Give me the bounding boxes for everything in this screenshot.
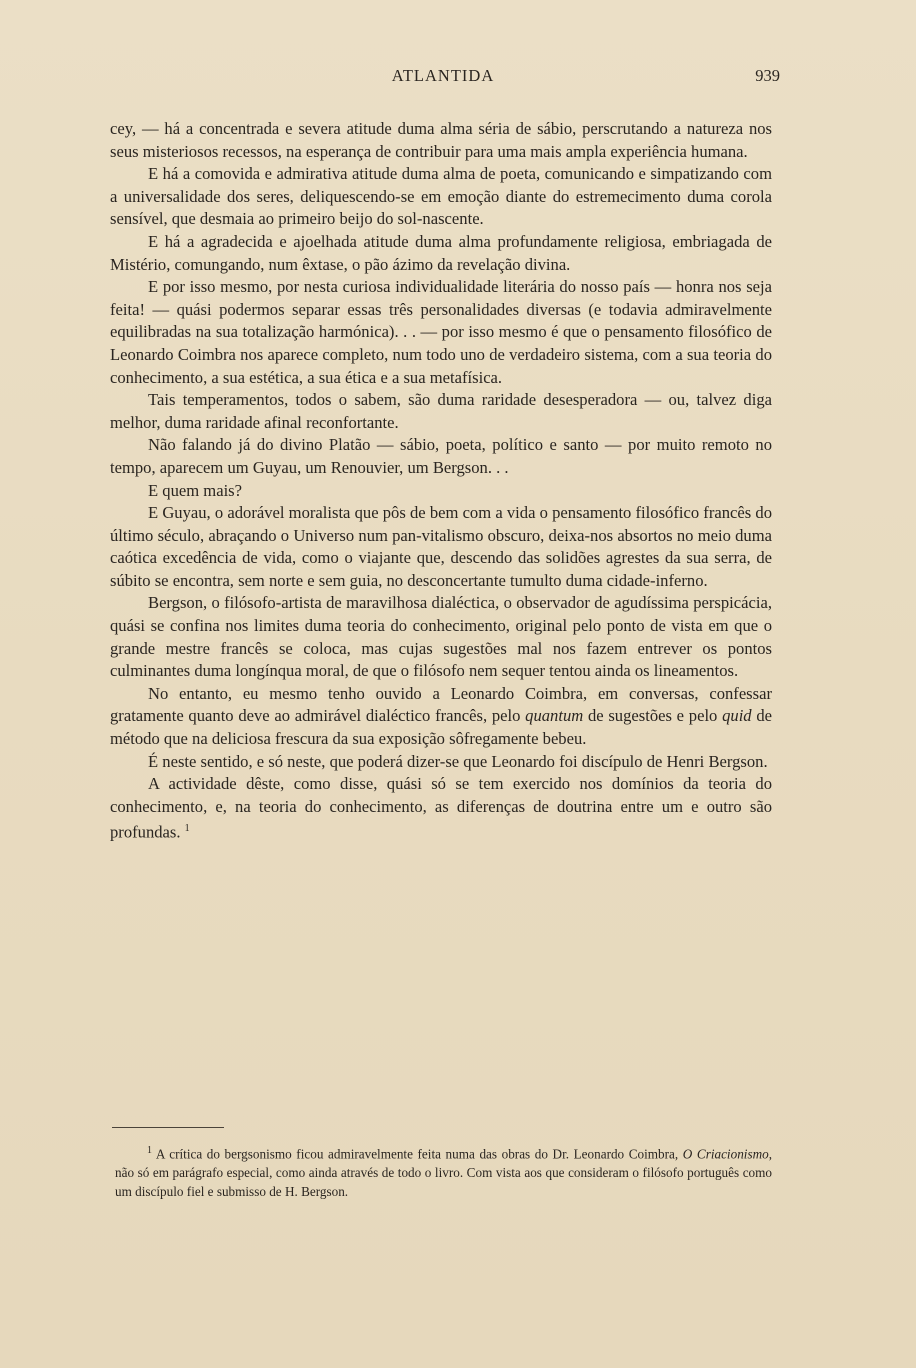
paragraph-5: Tais temperamentos, todos o sabem, são duma raridade desesperadora — ou, talvez diga melhor, duma raridade afinal reconfortante. [110, 390, 772, 432]
paragraph-6: Não falando já do divino Platão — sábio, poeta, político e santo — por muito remoto no tempo, aparecem um Guyau, um Renouvier, um Bergson. . . [110, 435, 772, 477]
footnote-text-a: A crítica do bergsonismo ficou admiravelmente feita numa das obras do Dr. Leonardo Coimbra, [152, 1146, 683, 1162]
page-header [110, 66, 780, 90]
paragraph-10-part-c: de método que na deliciosa frescura da sua exposição sôfregamente bebeu. [110, 706, 773, 749]
paragraph-3: E há a agradecida e ajoelhada atitude duma alma profundamente religiosa, embriagada de Mistério, comungando, num êxtase, o pão ázimo da revelação divina. [110, 231, 772, 274]
paragraph-12 [110, 773, 772, 844]
paragraph-10-part-a: No entanto, eu mesmo tenho ouvido a Leonardo Coimbra, em conversas, confessar gratamente quanto deve ao admirável dialéctico francês, pelo [110, 683, 772, 726]
footnote-text-b: , não só em parágrafo especial, como ainda através de todo o livro. Com vista aos que consideram o filósofo português como um discípulo fiel e submisso de H. Bergson. [115, 1146, 772, 1199]
paragraph-8: E Guyau, o adorável moralista que pôs de bem com a vida o pensamento filosófico francês do último século, abraçando o Universo num pan-vitalismo obscuro, deixa-nos absortos no meio duma caótica excedência de vida, como o viajante que, descendo das solidões agrestes da sua serra, de súbito se encontra, sem norte e sem guia, no desconcertante tumulto duma cidade-inferno. [110, 503, 772, 590]
quid-term: quid [722, 706, 752, 726]
footnote-book-title: O Criacionismo [682, 1146, 769, 1162]
footnote [115, 1142, 772, 1202]
paragraph-10 [110, 683, 772, 751]
footnote-divider [112, 1127, 224, 1128]
running-title: ATLANTIDA [391, 66, 495, 85]
paragraph-1: cey, — há a concentrada e severa atitude duma alma séria de sábio, perscrutando a natureza nos seus misteriosos recessos, na esperança de contribuir para uma mais ampla experiência humana. [110, 119, 772, 161]
footnote-reference: 1 [184, 823, 190, 835]
quantum-term: quantum [525, 706, 584, 726]
paragraph-7: E quem mais? [148, 480, 243, 500]
footnote-marker: 1 [147, 1145, 152, 1156]
paragraph-10-part-b: de sugestões e pelo [583, 706, 723, 726]
paragraph-4: E por isso mesmo, por nesta curiosa individualidade literária do nosso país — honra nos seja feita! — quási podermos separar essas três personalidades diversas (e todavia admiravelmente equilibradas na sua totalização harmónica). . . — por isso mesmo é que o pensamento filosófico de Leonardo Coimbra nos aparece completo, num todo uno de verdadeiro sistema, com a sua teoria do conhecimento, a sua estética, a sua ética e a sua metafísica. [110, 277, 772, 387]
paragraph-11: É neste sentido, e só neste, que poderá dizer-se que Leonardo foi discípulo de Henri Bergson. [148, 751, 768, 771]
footnote-paragraph [115, 1142, 772, 1202]
paragraph-2: E há a comovida e admirativa atitude duma alma de poeta, comunicando e simpatizando com a universalidade dos seres, deliquescendo-se em emoção diante do estremecimento duma corola sensível, que desmaia ao primeiro beijo do sol-nascente. [110, 164, 772, 229]
paragraph-9: Bergson, o filósofo-artista de maravilhosa dialéctica, o observador de agudíssima perspicácia, quási se confina nos limites duma teoria do conhecimento, original pelo ponto de vista em que o grande mestre francês se coloca, mas cujas sugestões mal nos fazem entrever os pontos culminantes duma longínqua moral, de que o filósofo nem sequer tentou ainda os lineamentos. [110, 593, 772, 681]
paragraph-12-text: A actividade dêste, como disse, quási só se tem exercido nos domínios da teoria do conhecimento, e, na teoria do conhecimento, as diferenças de doutrina entre um e outro são profundas. [110, 774, 772, 842]
body-text [110, 118, 772, 845]
page-number: 939 [755, 66, 780, 85]
